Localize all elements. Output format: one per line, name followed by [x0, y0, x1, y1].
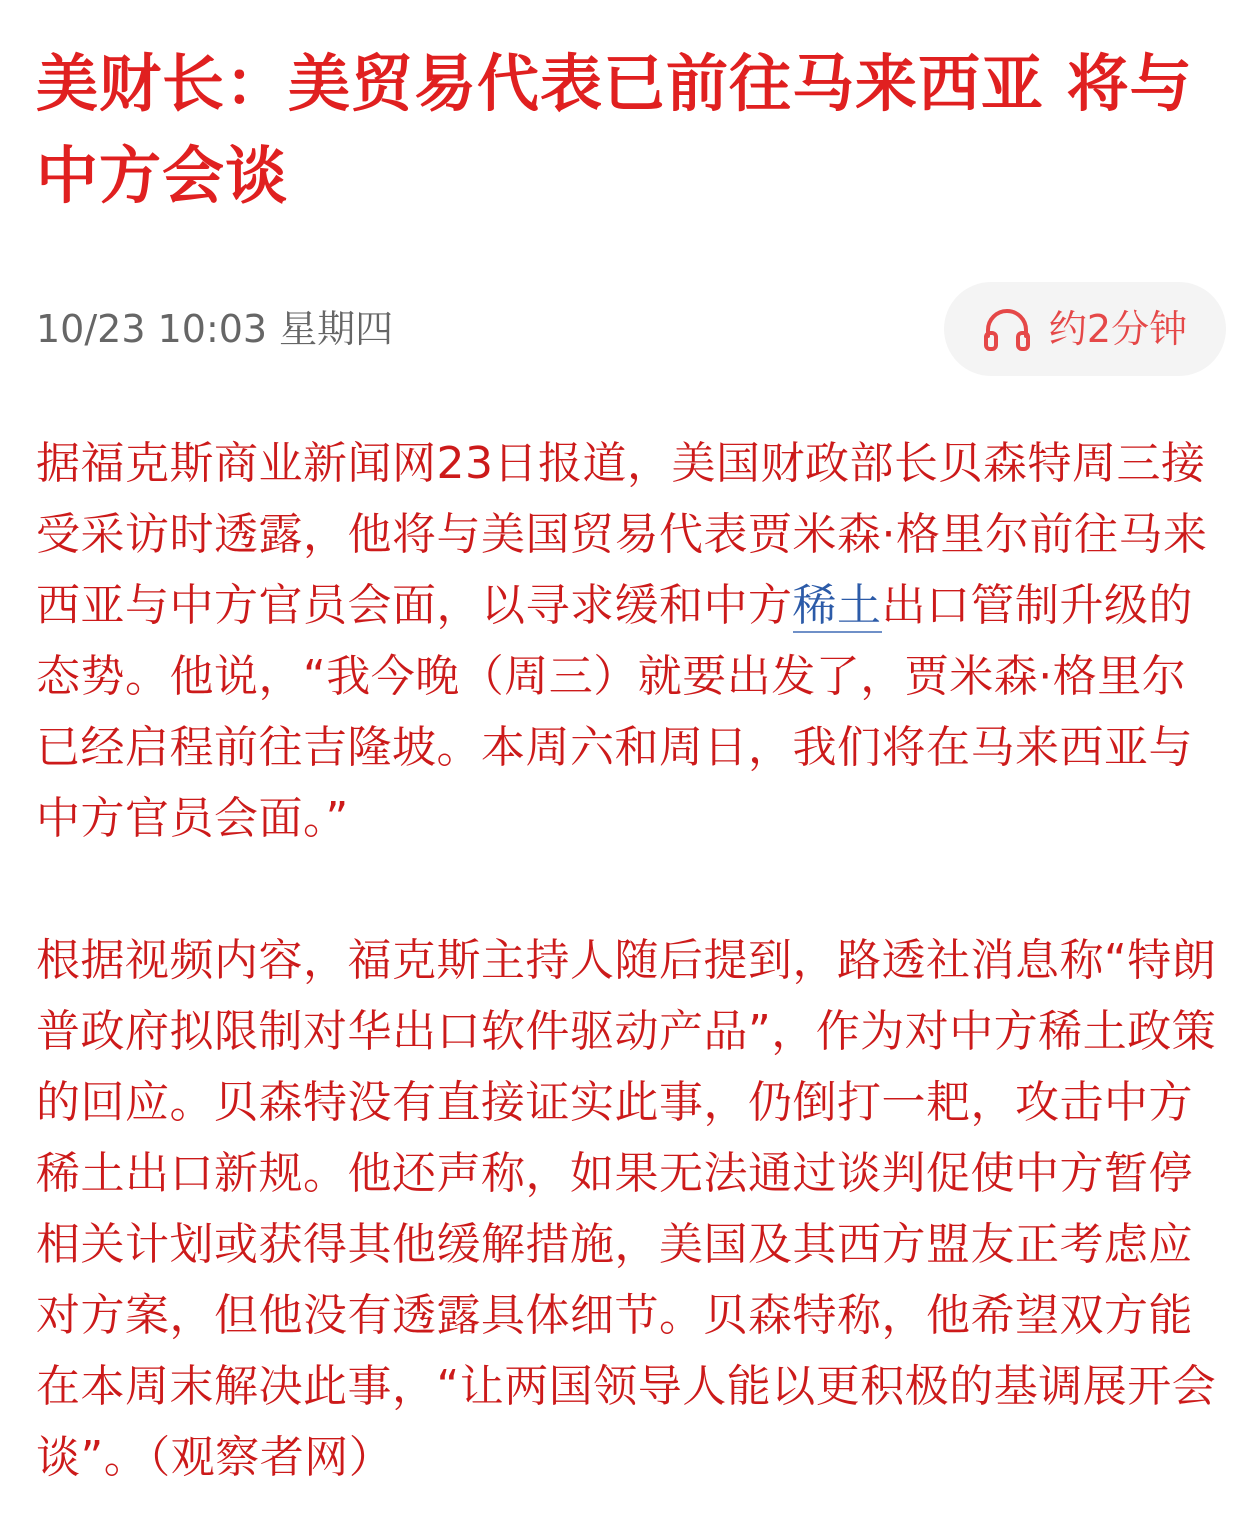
rare-earth-link[interactable]: 稀土: [792, 580, 882, 631]
article-meta: [36, 282, 1226, 376]
publish-datetime: 10/23 10:03 星期四: [36, 307, 394, 351]
listen-audio-button[interactable]: [944, 282, 1226, 376]
paragraph-1-text-end: 出口管制升级的态势。他说，“我今晚（周三）就要出发了，贾米森·格里尔已经启程前往吉隆坡。本周六和周日，我们将在马来西亚与中方官员会面。”: [36, 580, 1193, 844]
article-paragraph-2: 根据视频内容，福克斯主持人随后提到，路透社消息称“特朗普政府拟限制对华出口软件驱动产品”，作为对中方稀土政策的回应。贝森特没有直接证实此事，仍倒打一耙，攻击中方稀土出口新规。他还声称，如果无法通过谈判促使中方暂停相关计划或获得其他缓解措施，美国及其西方盟友正考虑应对方案，但他没有透露具体细节。贝森特称，他希望双方能在本周末解决此事，“让两国领导人能以更积极的基调展开会谈”。（观察者网）: [36, 935, 1217, 1483]
listen-duration-label: 约2分钟: [1048, 307, 1188, 351]
article-paragraph-1: [36, 428, 1226, 854]
paragraph-1-text-start: 据福克斯商业新闻网23日报道，美国财政部长贝森特周三接受采访时透露，他将与美国贸易代表贾米森·格里尔前往马来西亚与中方官员会面，以寻求缓和中方: [36, 438, 1208, 631]
article-title: 美财长：美贸易代表已前往马来西亚 将与中方会谈: [36, 47, 1193, 212]
headphone-icon: [983, 306, 1031, 352]
